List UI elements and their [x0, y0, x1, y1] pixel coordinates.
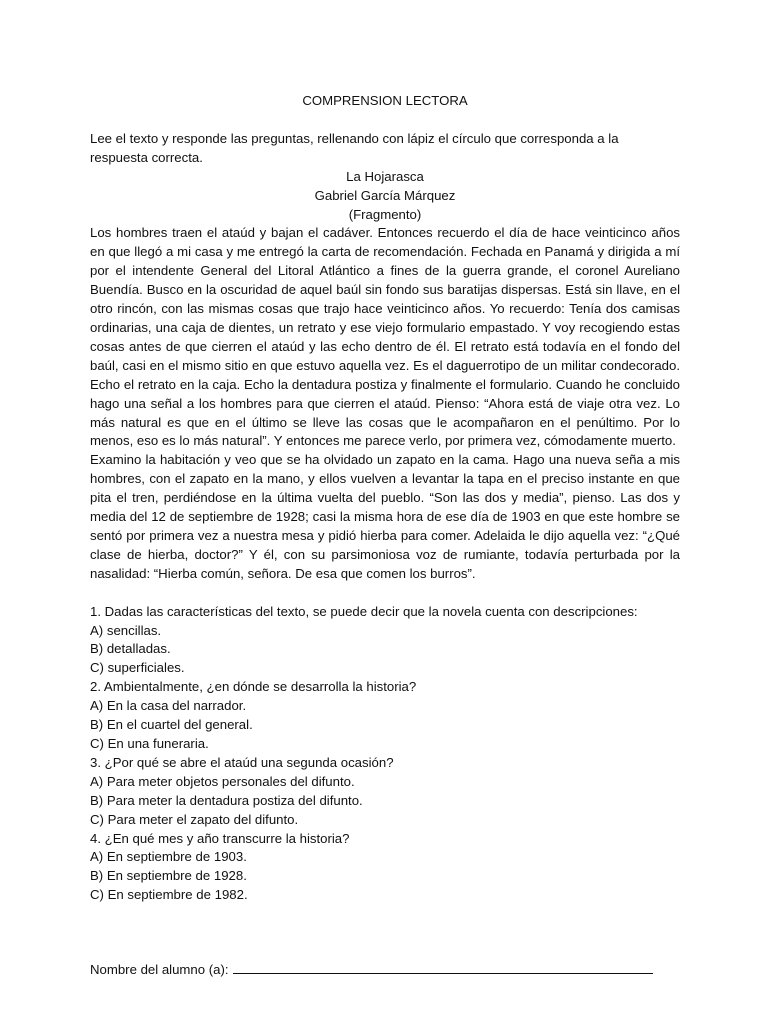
reading-note: (Fragmento) [348, 206, 422, 222]
answer-option[interactable]: B) Para meter la dentadura postiza del difunto. [90, 792, 363, 808]
answer-option[interactable]: C) En una funeraria. [90, 736, 209, 751]
worksheet-page [90, 92, 680, 905]
student-name-row [90, 960, 680, 979]
reading-paragraph-2: Examino la habitación y veo que se ha olvidado un zapato en la cama. Hago una nueva seña a mis hombres, con el zapato en la mano, y ellos vuelven a levantar la tapa en el preciso instante en que pita el tren, perdiéndose en la última vuelta del pueblo. “Son las dos y media”, pienso. Las dos y media del 12 de septiembre de 1928; casi la misma hora de ese día de 1903 en que este hombre se sentó por primera vez a nuestra mesa y pidió hierba para comer. Adelaida le dijo aquella vez: “¿Qué clase de hierba, doctor?” Y él, con su parsimoniosa voz de rumiante, todavía perturbada por la nasalidad: “Hierba común, señora. De esa que comen los burros”. [90, 452, 680, 581]
question-item [90, 830, 680, 906]
answer-option[interactable]: C) Para meter el zapato del difunto. [90, 811, 299, 827]
question-text: 3. ¿Por qué se abre el ataúd una segunda ocasión? [90, 754, 394, 770]
spacer [90, 584, 680, 603]
student-name-label: Nombre del alumno (a): [90, 962, 229, 977]
answer-option[interactable]: B) En el cuartel del general. [90, 717, 253, 733]
question-text: 1. Dadas las características del texto, se puede decir que la novela cuenta con descripciones: [90, 603, 638, 619]
reading-paragraph-1: Los hombres traen el ataúd y bajan el cadáver. Entonces recuerdo el día de hace veinticinco años en que llegó a mi casa y me entregó la carta de recomendación. Fechada en Panamá y dirigida a mí por el intendente General del Litoral Atlántico a fines de la guerra grande, el coronel Aureliano Buendía. Busco en la oscuridad de aquel baúl sin fondo sus baratijas dispersas. Está sin llave, en el otro rincón, con las mismas cosas que trajo hace veinticinco años. Yo recuerdo: Tenía dos camisas ordinarias, una caja de dientes, un retrato y ese viejo formulario empastado. Y voy recogiendo estas cosas antes de que cierren el ataúd y las echo dentro de él. El retrato está todavía en el fondo del baúl, casi en el mismo sitio en que estuvo aquella vez. Es el daguerrotipo de un militar condecorado. Echo el retrato en la caja. Echo la dentadura postiza y finalmente el formulario. Cuando he concluido hago una señal a los hombres para que cierren el ataúd. Pienso: “Ahora está de viaje otra vez. Lo más natural es que en el último se lleve las cosas que le acompañaron en el penúltimo. Por lo menos, eso es lo más natural”. Y entonces me parece verlo, por primera vez, cómodamente muerto. [90, 225, 680, 449]
page-title: COMPRENSION LECTORA [302, 93, 468, 108]
reading-title: La Hojarasca [346, 168, 424, 184]
answer-option[interactable]: A) Para meter objetos personales del difunto. [90, 773, 355, 789]
answer-option[interactable]: C) superficiales. [90, 660, 185, 676]
answer-option[interactable]: B) En septiembre de 1928. [90, 868, 247, 884]
student-name-blank[interactable] [233, 961, 653, 974]
answer-option[interactable]: B) detalladas. [90, 641, 171, 657]
question-text: 4. ¿En qué mes y año transcurre la historia? [90, 830, 350, 846]
answer-option[interactable]: C) En septiembre de 1982. [90, 887, 248, 903]
reading-author: Gabriel García Márquez [314, 187, 456, 203]
answer-option[interactable]: A) En la casa del narrador. [90, 698, 247, 714]
question-list [90, 603, 680, 906]
question-item [90, 754, 680, 830]
answer-option[interactable]: A) En septiembre de 1903. [90, 849, 247, 865]
question-item [90, 678, 680, 754]
answer-option[interactable]: A) sencillas. [90, 622, 162, 638]
question-item [90, 603, 680, 679]
instructions-text: Lee el texto y responde las preguntas, rellenando con lápiz el círculo que corresponda a la respuesta correcta. [90, 130, 619, 165]
question-text: 2. Ambientalmente, ¿en dónde se desarrolla la historia? [90, 679, 417, 695]
